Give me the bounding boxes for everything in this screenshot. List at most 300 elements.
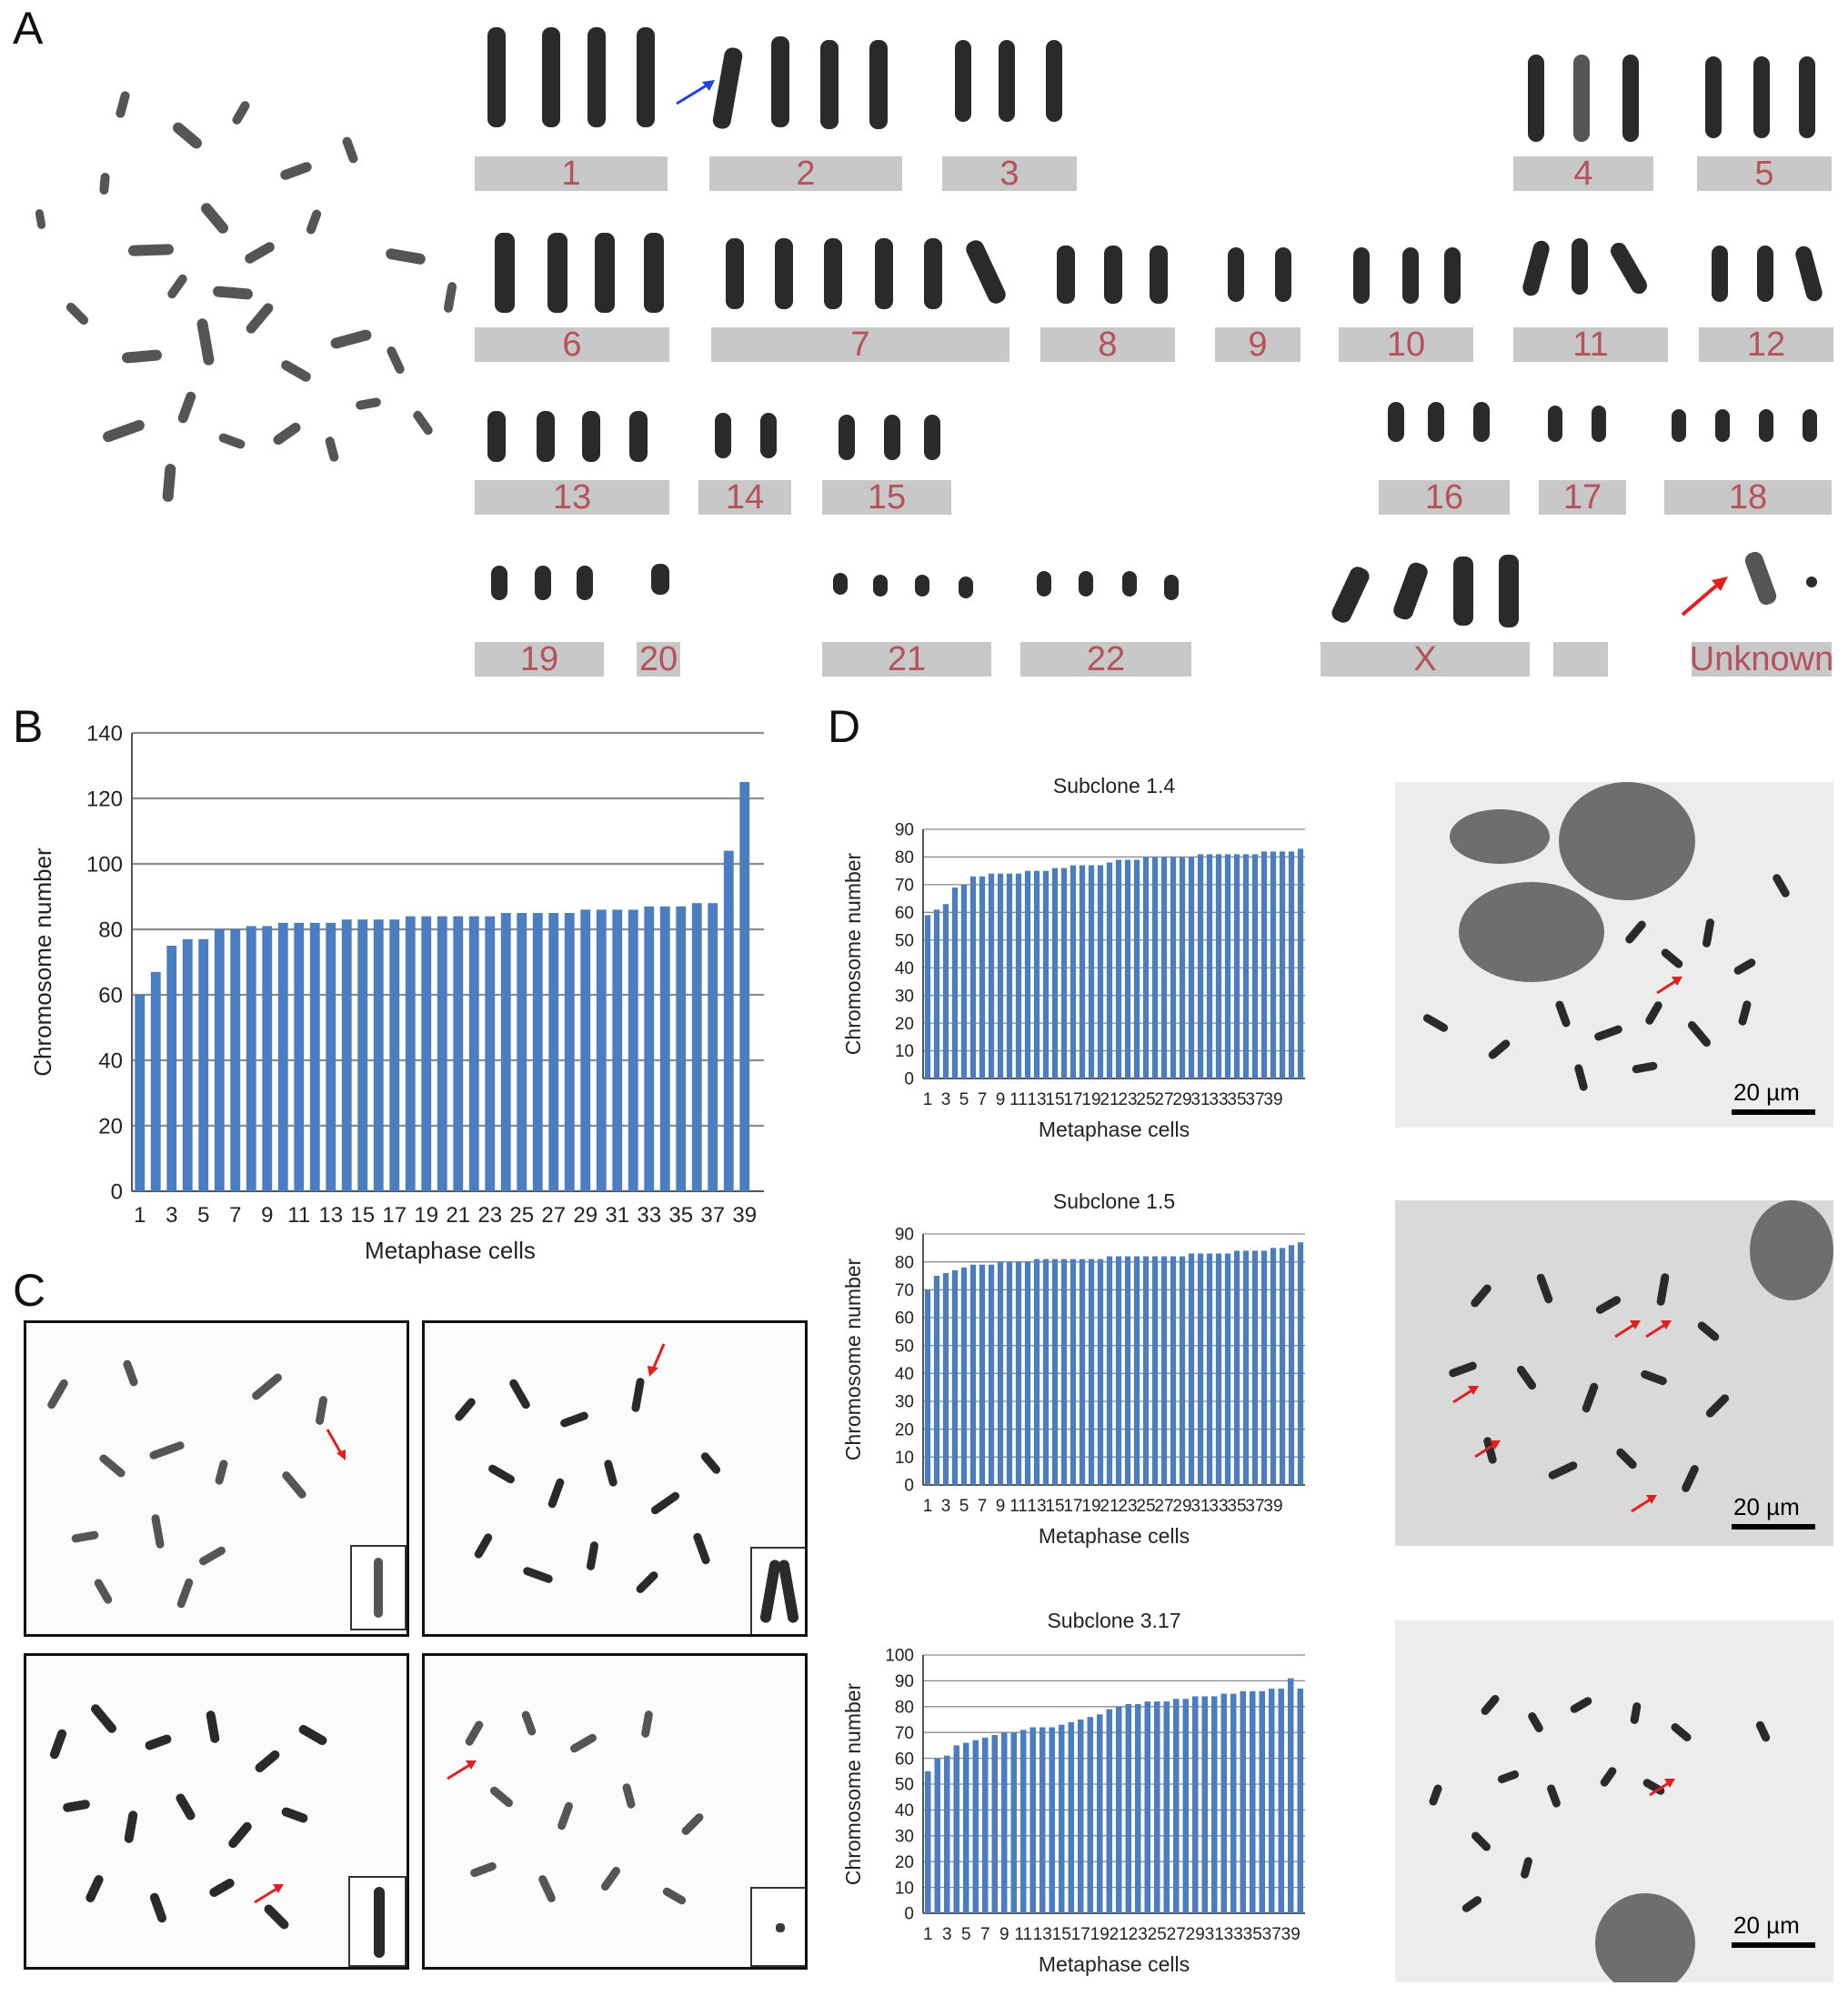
chart-title: Subclone 1.5 [1052,1189,1176,1213]
bar [1052,1259,1058,1485]
karyotype-label-20: 20 [637,642,680,677]
x-tick-label: 35 [1227,1090,1247,1109]
chromosome-16a [1388,402,1404,442]
bar [1061,868,1067,1078]
chromosome-7e [924,238,942,309]
chart-d3 [837,1602,1391,1993]
x-tick-label: 13 [1032,1925,1052,1944]
bar [925,915,930,1078]
bar [357,919,367,1191]
metaphase-image-c3 [24,1653,409,1970]
bar [1220,1694,1227,1913]
x-tick-label: 17 [1070,1925,1090,1944]
x-tick-label: 35 [668,1203,694,1228]
karyotype-label-unknown: Unknown [1689,639,1834,678]
bar [1297,1689,1303,1913]
x-tick-label: 17 [382,1203,407,1228]
bar [660,907,670,1191]
x-tick-label: 1 [922,1090,933,1109]
x-axis-label: Metaphase cells [365,1237,536,1264]
chromosome-21c [915,575,929,597]
inset-c2 [750,1547,807,1636]
red-arrow-icon-d2e [1628,1491,1661,1515]
bar [1180,1257,1185,1485]
bar [1230,1694,1237,1913]
bar [310,923,320,1191]
x-tick-label: 19 [1081,1497,1101,1516]
chromosome-16c [1473,402,1490,442]
karyotype-label-15: 15 [822,480,951,515]
x-tick-label: 3 [166,1203,178,1228]
red-arrow-icon-c3 [251,1879,287,1906]
bar [1207,854,1212,1078]
x-tick-label: 5 [959,1497,969,1516]
bar [1135,1704,1141,1913]
red-arrow-icon-d2c [1612,1317,1644,1340]
chromosome-6d [644,233,664,313]
bar [1170,1257,1176,1485]
bar [1189,857,1194,1078]
y-tick-label: 20 [894,1420,914,1440]
chromosome-7a [726,238,744,309]
bar [1043,1259,1049,1485]
karyotype-label-2: 2 [709,156,902,191]
chromosome-8a [1057,246,1075,304]
chromosome-unknown-a [1743,549,1778,607]
bar [1107,863,1112,1078]
x-tick-label: 19 [1081,1090,1101,1109]
y-axis-label: Chromosome number [841,1682,865,1886]
bar [326,923,336,1191]
x-tick-label: 39 [1281,1925,1301,1944]
chromosome-9b [1275,247,1291,302]
chromosome-15a [839,415,855,460]
karyotype-label-1: 1 [475,156,668,191]
x-tick-label: 7 [977,1090,988,1109]
bar [1250,1691,1256,1913]
x-tick-label: 39 [1263,1090,1283,1109]
bar [961,1268,967,1485]
bar [676,907,686,1191]
x-tick-label: 7 [977,1497,988,1516]
bar [1289,1245,1294,1485]
x-tick-label: 37 [700,1203,726,1228]
bar [1078,1720,1084,1913]
bar [1080,1259,1085,1485]
chart-d1 [837,764,1391,1155]
inset-c1 [350,1545,407,1630]
x-tick-label: 31 [605,1203,630,1228]
y-tick-label: 80 [894,1698,914,1718]
x-tick-label: 33 [1209,1090,1229,1109]
x-axis-label: Metaphase cells [1038,1524,1190,1548]
bar [934,1759,940,1913]
bar [469,917,479,1191]
x-tick-label: 27 [1166,1925,1186,1944]
bar [1098,866,1103,1078]
bar [278,923,288,1191]
y-tick-label: 20 [98,1114,123,1139]
y-tick-label: 90 [894,820,914,840]
bar [198,939,208,1191]
metaphase-image-c1 [24,1320,409,1637]
bar [1144,1701,1150,1913]
karyotype-label-19: 19 [475,642,604,677]
bar [952,888,958,1078]
chart-b [27,718,764,1273]
bar [437,917,447,1191]
x-tick-label: 7 [979,1925,990,1944]
panel-label-c: C [13,1265,46,1316]
bar [1198,1253,1203,1485]
bar [1068,1722,1074,1913]
y-tick-label: 0 [904,1069,914,1089]
chromosome-1b [542,27,560,127]
y-tick-label: 40 [894,1801,914,1821]
x-tick-label: 21 [446,1203,471,1228]
y-tick-label: 70 [894,1280,914,1300]
bar [1043,871,1049,1078]
red-arrow-icon-d2a [1450,1382,1482,1406]
bar [421,917,431,1191]
bar [1163,1701,1170,1913]
karyotype-label-21: 21 [822,642,991,677]
chromosome-6c [595,233,615,313]
micrograph-subclone-1-5 [1395,1200,1833,1546]
y-tick-label: 60 [98,983,123,1008]
y-tick-label: 30 [894,1392,914,1412]
chromosome-12a [1712,246,1728,302]
red-arrow-icon-d2b [1471,1437,1504,1460]
bar [548,913,558,1191]
bar [1061,1259,1067,1485]
bar [1007,874,1012,1078]
x-tick-label: 29 [1172,1497,1192,1516]
chromosome-19c [577,566,593,600]
x-tick-label: 35 [1242,1925,1262,1944]
bar [1216,1253,1221,1485]
bar [991,1735,998,1913]
y-tick-label: 10 [894,1042,914,1062]
bar [1143,1257,1149,1485]
x-tick-label: 37 [1245,1497,1265,1516]
x-tick-label: 27 [541,1203,567,1228]
bar [1052,868,1058,1078]
karyotype-label-x: X [1321,642,1530,677]
bar [998,1262,1003,1485]
bar [1116,1707,1122,1913]
x-tick-label: 11 [287,1203,311,1228]
red-arrow-icon-c4 [444,1755,480,1782]
bar [989,1265,994,1485]
bar [1269,1689,1275,1913]
y-tick-label: 30 [894,987,914,1007]
chromosome-7d [875,238,893,309]
x-tick-label: 21 [1100,1497,1120,1516]
y-tick-label: 90 [894,1225,914,1245]
bar [1243,854,1249,1078]
chromosome-12b [1757,246,1773,302]
bar [644,907,654,1191]
bar [612,909,622,1191]
bar [1070,866,1076,1078]
bar [1034,871,1040,1078]
x-tick-label: 37 [1245,1090,1265,1109]
red-arrow-icon [1679,573,1733,618]
y-tick-label: 0 [904,1904,914,1924]
karyotype-label-14: 14 [698,480,791,515]
chromosome-2c [820,40,839,129]
karyotype-label-11: 11 [1513,327,1668,362]
chromosome-5b [1753,56,1770,138]
y-tick-label: 50 [894,931,914,951]
blue-arrow-icon [673,76,718,107]
bar [1029,1728,1036,1913]
chromosome-3a [955,40,971,122]
karyotype-label-6: 6 [475,327,669,362]
chromosome-1d [637,27,655,127]
bar [1034,1259,1040,1485]
x-tick-label: 15 [1051,1925,1071,1944]
bar [1182,1699,1189,1913]
bar [989,874,994,1078]
bar [1001,1732,1008,1913]
bar [1059,1725,1065,1913]
bar [934,909,939,1078]
x-tick-label: 23 [1128,1925,1148,1944]
bar [1225,1253,1230,1485]
chromosome-13d [629,411,648,462]
micrograph-subclone-1-4 [1395,782,1833,1128]
scalebar-d2 [1732,1524,1815,1530]
bar [1080,866,1085,1078]
x-tick-label: 33 [637,1203,662,1228]
bar [1259,1691,1265,1913]
bar [1089,1259,1094,1485]
chromosome-7c [824,238,842,309]
chromosome-5a [1705,56,1722,138]
bar [1007,1262,1012,1485]
y-tick-label: 0 [904,1476,914,1496]
bar [1161,857,1167,1078]
bar [374,919,384,1191]
y-tick-label: 20 [894,1014,914,1034]
x-tick-label: 9 [995,1090,1006,1109]
chromosome-12c [1793,245,1823,304]
chromosome-2b [771,36,789,127]
panel-label-d: D [828,701,861,752]
chromosome-18b [1715,409,1730,442]
chromosome-18c [1759,409,1773,442]
red-arrow-icon-d1 [1653,973,1686,997]
y-tick-label: 80 [894,1253,914,1273]
x-tick-label: 7 [229,1203,242,1228]
bar [1252,1250,1258,1485]
panel-label-b: B [13,701,44,752]
bar [708,903,718,1191]
x-tick-label: 23 [477,1203,503,1228]
x-tick-label: 29 [1172,1090,1192,1109]
bar [943,904,949,1078]
y-tick-label: 30 [894,1827,914,1847]
bar [925,1289,930,1485]
chromosome-1a [487,27,506,127]
bar [961,885,967,1078]
bar [692,903,702,1191]
karyotype-label-3: 3 [942,156,1077,191]
bar [739,782,749,1191]
bar [1180,857,1185,1078]
x-tick-label: 21 [1109,1925,1129,1944]
chromosome-7b [775,238,793,309]
scalebar-label-d3: 20 µm [1733,1911,1800,1939]
x-axis-label: Metaphase cells [1038,1118,1190,1141]
chromosome-unknown-b [1806,577,1817,587]
bar [963,1743,969,1913]
chromosome-x-c [1453,557,1473,626]
x-tick-label: 9 [995,1497,1006,1516]
bar [952,1270,958,1485]
bar [597,909,607,1191]
bar [151,972,161,1191]
chromosome-14b [760,413,777,458]
chromosome-7f [963,237,1008,306]
bar [1252,854,1258,1078]
chromosome-13b [537,411,555,462]
y-tick-label: 100 [85,852,123,878]
chromosome-14a [715,413,731,458]
y-axis-label: Chromosome number [29,848,56,1077]
x-tick-label: 1 [922,1925,933,1944]
bar [1270,1248,1276,1485]
bar [406,917,416,1191]
x-tick-label: 11 [1009,1497,1028,1516]
x-tick-label: 9 [999,1925,1009,1944]
y-tick-label: 10 [894,1448,914,1468]
chromosome-17b [1592,406,1606,442]
red-arrow-icon-d2d [1642,1317,1675,1340]
chromosome-19a [491,566,507,600]
x-tick-label: 5 [960,1925,971,1944]
x-tick-label: 1 [134,1203,146,1228]
bar [970,877,976,1078]
x-tick-label: 35 [1227,1497,1247,1516]
bar [724,851,734,1191]
bar [1288,1679,1294,1913]
y-tick-label: 60 [894,1309,914,1329]
bar [953,1745,959,1913]
chromosome-8b [1104,246,1122,304]
bar [1089,866,1094,1078]
x-tick-label: 25 [1136,1497,1156,1516]
bar [1298,1242,1303,1485]
bar [925,1771,931,1913]
bar [1025,1262,1030,1485]
y-tick-label: 60 [894,1750,914,1770]
chromosome-22b [1079,571,1093,597]
bar [1116,1257,1121,1485]
chromosome-22a [1037,571,1051,597]
y-axis-label: Chromosome number [841,1258,865,1461]
bar [1280,1248,1285,1485]
karyotype-label-18: 18 [1664,480,1832,515]
x-tick-label: 5 [959,1090,969,1109]
chromosome-6b [547,233,567,313]
bar [628,909,638,1191]
bar [1243,1250,1249,1485]
bar [998,874,1003,1078]
x-tick-label: 31 [1190,1497,1210,1516]
chromosome-8c [1150,246,1168,304]
bar [1020,1730,1027,1913]
bar [1070,1259,1076,1485]
bar [1116,859,1121,1078]
bar [342,919,352,1191]
red-arrow-icon-c2 [644,1340,671,1379]
chromosome-15c [924,415,940,460]
bar [580,909,590,1191]
x-tick-label: 21 [1100,1090,1120,1109]
bar [246,926,256,1191]
chromosome-11b [1572,238,1588,295]
y-tick-label: 80 [98,918,123,943]
x-tick-label: 27 [1154,1090,1174,1109]
y-tick-label: 140 [85,721,123,747]
chromosome-1c [588,27,606,127]
bar [943,1273,949,1485]
metaphase-image-c4 [422,1653,808,1970]
x-tick-label: 27 [1154,1497,1174,1516]
x-tick-label: 19 [1090,1925,1110,1944]
bar [1170,857,1176,1078]
red-arrow-icon-c1 [324,1426,351,1462]
inset-c3 [348,1876,407,1967]
y-tick-label: 70 [894,1723,914,1743]
bar [979,877,985,1078]
chromosome-21a [833,573,848,595]
karyotype-label-17: 17 [1539,480,1626,515]
chromosome-2d [869,40,888,129]
chromosome-10b [1402,247,1419,304]
bar [1134,859,1140,1078]
karyotype-label-16: 16 [1379,480,1510,515]
y-tick-label: 100 [885,1646,914,1666]
bar [979,1265,985,1485]
chromosome-18d [1803,409,1817,442]
x-tick-label: 3 [941,1925,952,1944]
bar [501,913,511,1191]
bar [1049,1728,1055,1913]
bar [1125,1257,1130,1485]
karyotype-label-9: 9 [1215,327,1301,362]
bar [1016,1262,1021,1485]
x-tick-label: 9 [261,1203,274,1228]
bar [1270,851,1276,1078]
bar [1261,1250,1267,1485]
bar [1278,1689,1284,1913]
chromosome-11a [1521,239,1551,298]
x-tick-label: 33 [1209,1497,1229,1516]
bar [1040,1728,1046,1913]
chromosome-4b [1573,55,1590,142]
chart-title: Subclone 3.17 [1047,1609,1181,1632]
bar [1098,1259,1103,1485]
bar [1198,854,1203,1078]
bar [1207,1253,1212,1485]
x-tick-label: 11 [1014,1925,1033,1944]
x-tick-label: 29 [573,1203,598,1228]
x-tick-label: 13 [1027,1090,1047,1109]
